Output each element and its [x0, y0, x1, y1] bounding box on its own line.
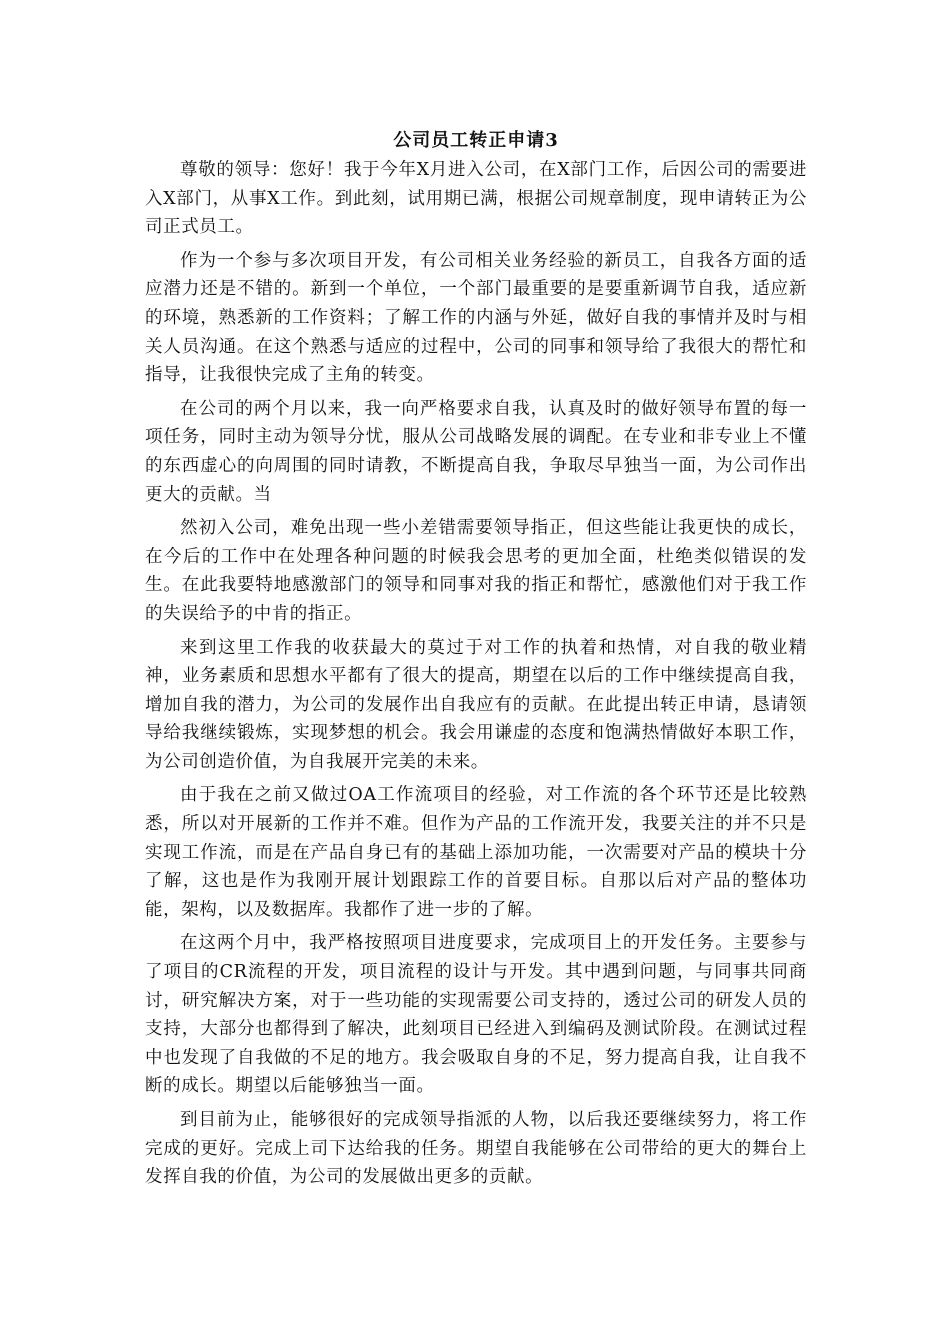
paragraph-6: 由于我在之前又做过OA工作流项目的经验，对工作流的各个环节还是比较熟悉，所以对开展新的工作并不难。但作为产品的工作流开发，我要关注的并不只是实现工作流，而是在产品自身已有的基础上添加功能，一次需要对产品的模块十分了解，这也是作为我刚开展计划跟踪工作的首要目标。自那以后对产品的整体功能，架构，以及数据库。我都作了进一步的了解。 — [145, 785, 807, 920]
paragraph-4: 然初入公司，难免出现一些小差错需要领导指正，但这些能让我更快的成长，在今后的工作中在处理各种问题的时候我会思考的更加全面，杜绝类似错误的发生。在此我要特地感激部门的领导和同事对我的指正和帮忙，感激他们对于我工作的失误给予的中肯的指正。 — [145, 518, 807, 624]
paragraph-5: 来到这里工作我的收获最大的莫过于对工作的执着和热情，对自我的敬业精神，业务素质和思想水平都有了很大的提高，期望在以后的工作中继续提高自我，增加自我的潜力，为公司的发展作出自我应有的贡献。在此提出转正申请，恳请领导给我继续锻炼，实现梦想的机会。我会用谦虚的态度和饱满热情做好本职工作，为公司创造价值，为自我展开完美的未来。 — [145, 637, 807, 772]
paragraph-1: 尊敬的领导：您好！我于今年X月进入公司，在X部门工作，后因公司的需要进入X部门，从事X工作。到此刻，试用期已满，根据公司规章制度，现申请转正为公司正式员工。 — [145, 160, 807, 238]
paragraph-7: 在这两个月中，我严格按照项目进度要求，完成项目上的开发任务。主要参与了项目的CR流程的开发，项目流程的设计与开发。其中遇到问题，与同事共同商讨，研究解决方案，对于一些功能的实现需要公司支持的，透过公司的研发人员的支持，大部分也都得到了解决，此刻项目已经进入到编码及测试阶段。在测试过程中也发现了自我做的不足的地方。我会吸取自身的不足，努力提高自我，让自我不断的成长。期望以后能够独当一面。 — [145, 933, 807, 1097]
document-title: 公司员工转正申请3 — [393, 130, 559, 151]
paragraph-3: 在公司的两个月以来，我一向严格要求自我，认真及时的做好领导布置的每一项任务，同时主动为领导分忧，服从公司战略发展的调配。在专业和非专业上不懂的东西虚心的向周围的同时请教，不断提高自我，争取尽早独当一面，为公司作出更大的贡献。当 — [145, 398, 807, 505]
document-page — [145, 128, 807, 1197]
paragraph-8: 到目前为止，能够很好的完成领导指派的人物，以后我还要继续努力，将工作完成的更好。完成上司下达给我的任务。期望自我能够在公司带给的更大的舞台上发挥自我的价值，为公司的发展做出更多的贡献。 — [145, 1110, 807, 1188]
paragraph-2: 作为一个参与多次项目开发，有公司相关业务经验的新员工，自我各方面的适应潜力还是不错的。新到一个单位，一个部门最重要的是要重新调节自我，适应新的环境，熟悉新的工作资料；了解工作的内涵与外延，做好自我的事情并及时与相关人员沟通。在这个熟悉与适应的过程中，公司的同事和领导给了我很大的帮忙和指导，让我很快完成了主角的转变。 — [145, 250, 807, 386]
